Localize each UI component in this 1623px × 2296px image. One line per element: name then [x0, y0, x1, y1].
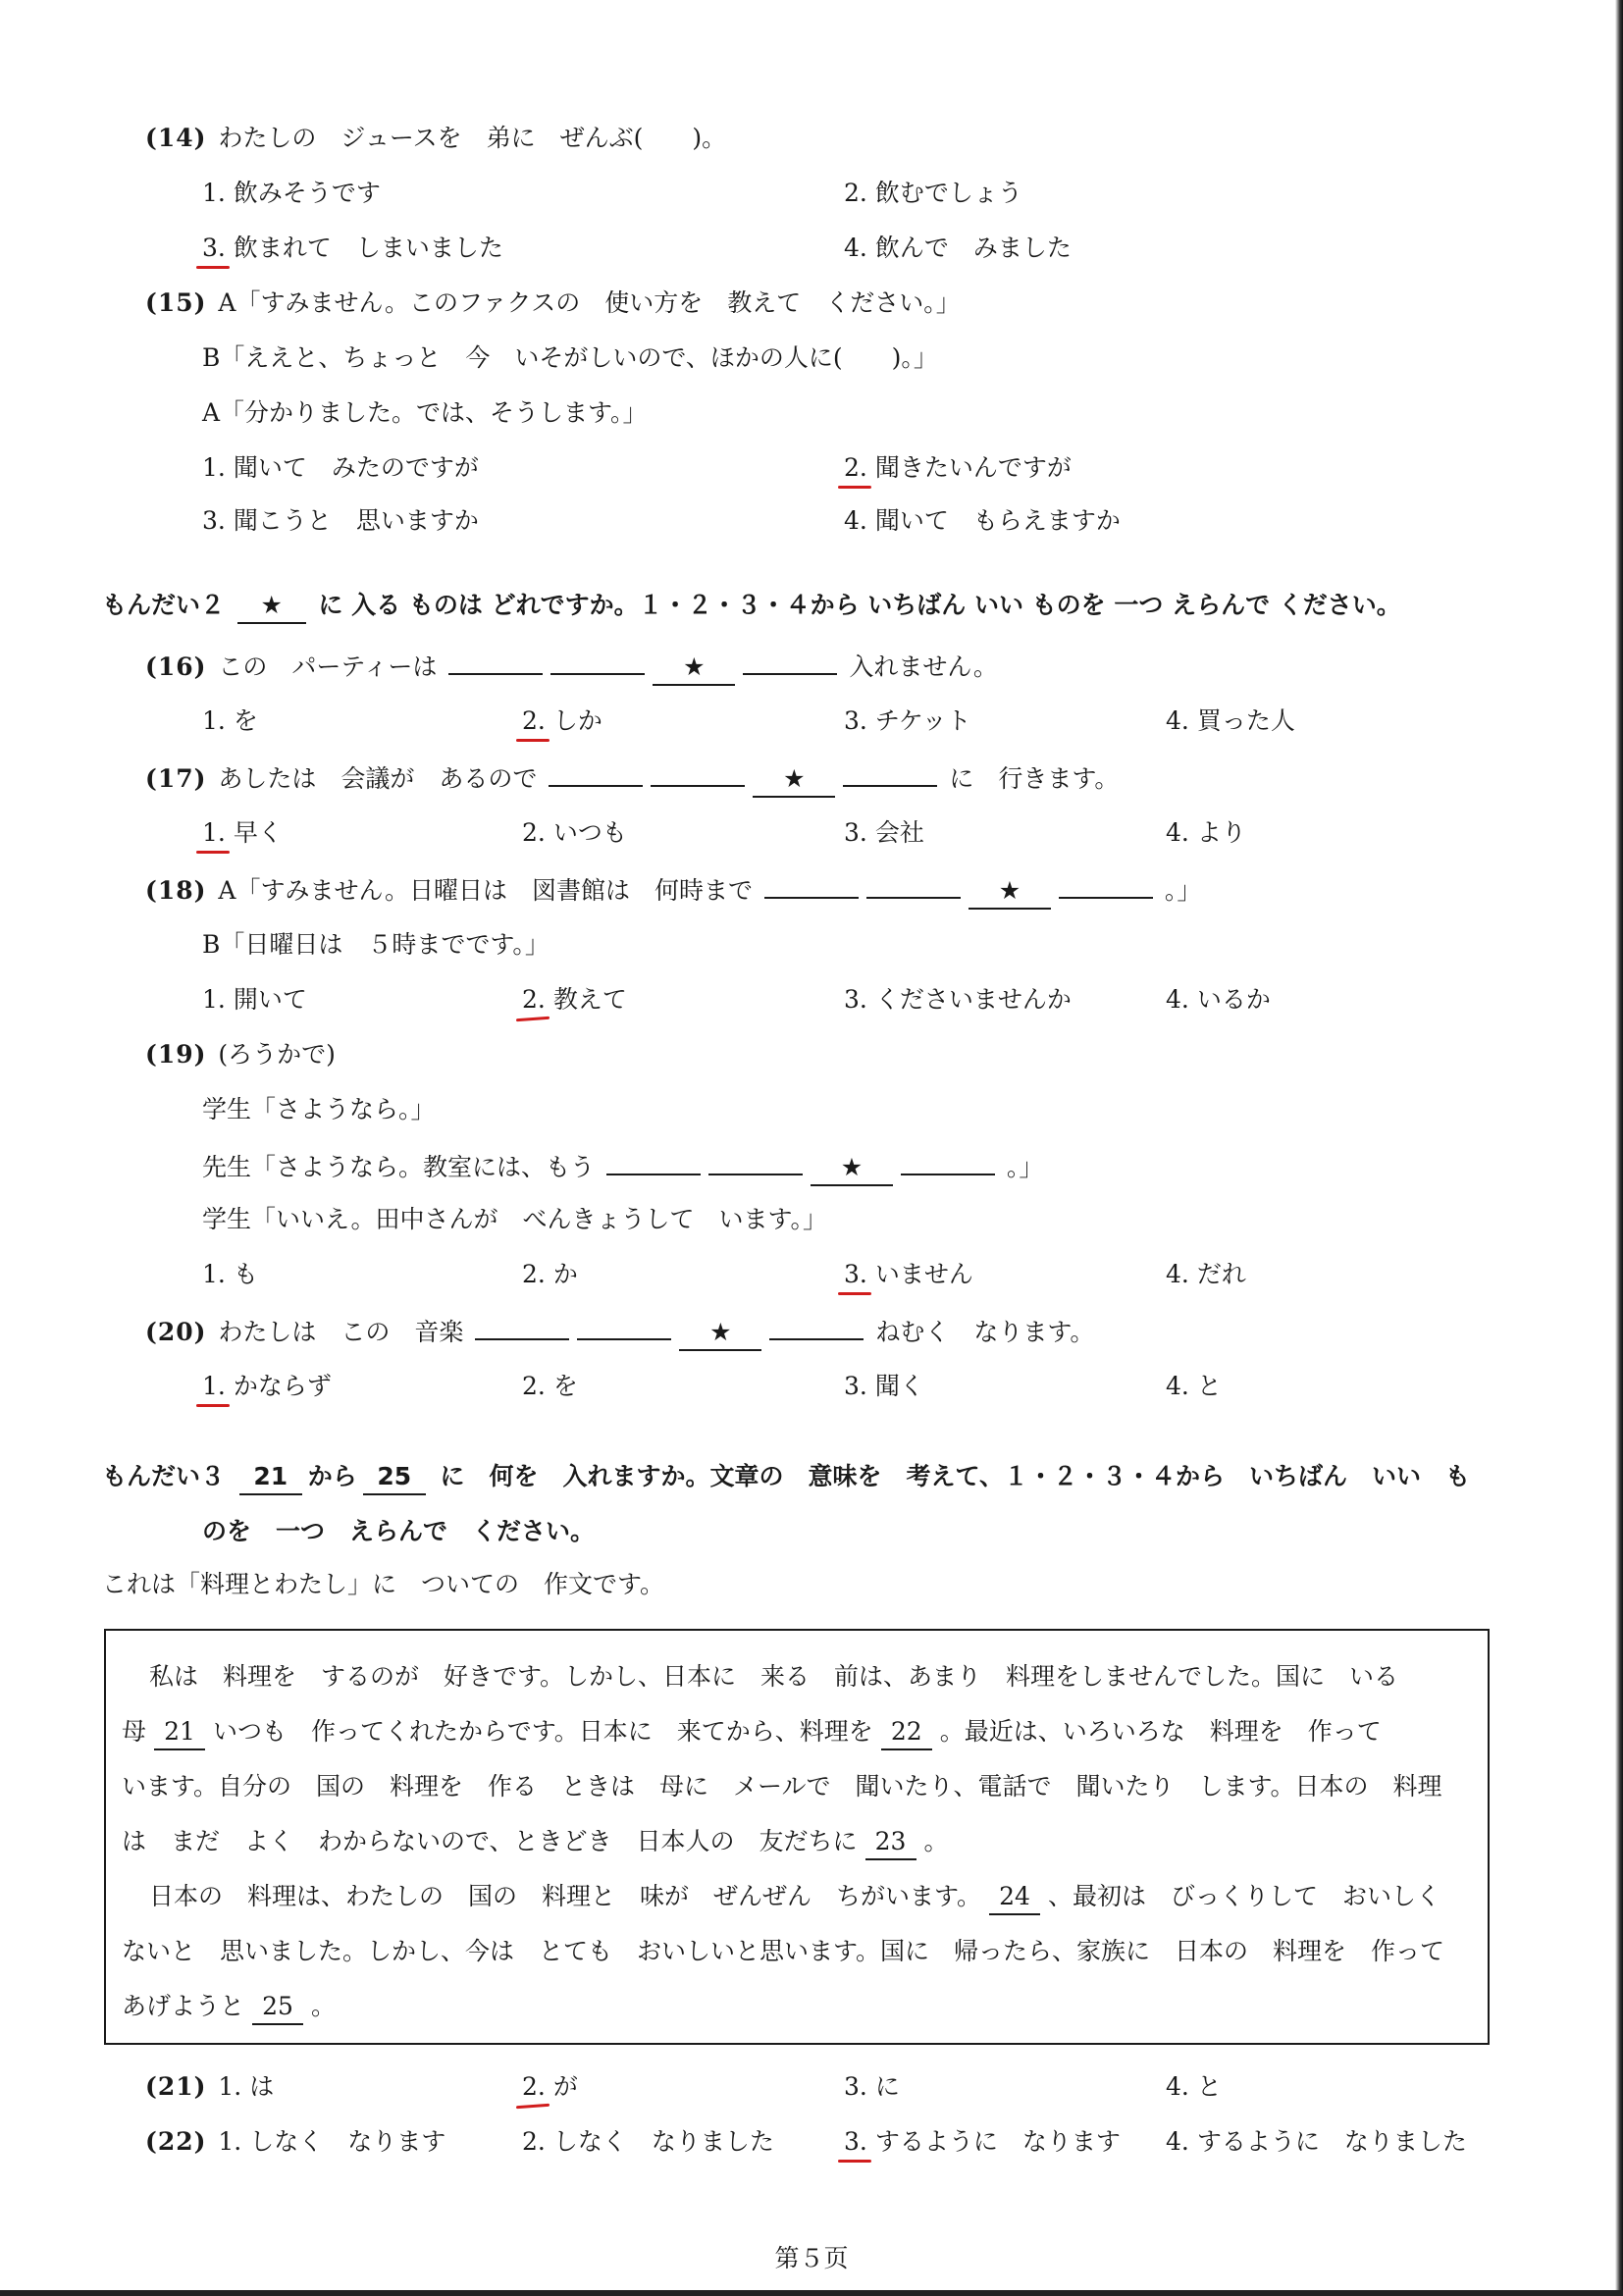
option-4 — [1166, 704, 1295, 738]
passage-text: いつも 作ってくれたからです。日本に 来てから、料理を — [213, 1717, 873, 1746]
question-15 — [145, 287, 961, 320]
answer-blank — [475, 1313, 569, 1340]
option-text: 聞く — [874, 1372, 924, 1400]
dialogue-line: B「ええと、ちょっと 今 いそがしいので、ほかの人に( )。」 — [202, 343, 938, 372]
option-text: か — [552, 1260, 578, 1288]
passage-line: ないと 思いました。しかし、今は とても おいしいと思います。国に 帰ったら、家族に 日本の 料理を 作って — [122, 1937, 1445, 1965]
passage-text: 。最近は、いろいろな 料理を 作って — [939, 1717, 1382, 1746]
option-text: いるか — [1196, 985, 1271, 1014]
question-17 — [145, 759, 1119, 798]
option-number: 3. — [844, 818, 867, 847]
option-number: 4. — [1166, 2072, 1189, 2101]
scan-edge — [0, 2290, 1623, 2296]
option-3-selected — [202, 232, 503, 265]
passage-text: 。 — [923, 1827, 949, 1855]
option-4 — [1166, 1258, 1246, 1291]
option-4 — [1166, 1370, 1222, 1403]
option-number: 1. — [202, 816, 226, 850]
option-text: が — [552, 2072, 578, 2101]
option-text: だれ — [1196, 1260, 1246, 1288]
dialogue-line: 学生「いいえ。田中さんが べんきょうして います。」 — [202, 1205, 828, 1233]
section-heading-mondai3 — [102, 1460, 1470, 1495]
option-text: 買った人 — [1196, 706, 1295, 735]
dialogue-line: A「分かりました。では、そうします。」 — [202, 398, 648, 427]
option-3 — [844, 704, 971, 738]
option-number: 1. — [218, 2072, 242, 2101]
option-4 — [844, 232, 1072, 265]
page-number: 第５页 — [774, 2244, 849, 2272]
answer-blank — [743, 648, 837, 675]
question-14 — [145, 122, 726, 155]
question-stem: この パーティーは — [218, 652, 438, 681]
section-instruction-cont: のを 一つ えらんで ください。 — [202, 1517, 596, 1545]
option-number: 3. — [844, 2125, 867, 2159]
option-1 — [202, 177, 381, 210]
star-blank: ★ — [653, 651, 735, 686]
option-text: いません — [874, 1260, 973, 1288]
answer-blank — [866, 871, 961, 899]
section-instruction: に 入る ものは どれですか。１・２・３・４から いちばん いい ものを 一つ えらんで ください。 — [318, 591, 1401, 619]
option-text: 飲んで みました — [874, 234, 1072, 262]
star-blank: ★ — [679, 1316, 761, 1351]
option-3-selected — [844, 1258, 973, 1291]
dialogue-line: A「すみません。このファクスの 使い方を 教えて ください。」 — [218, 288, 961, 317]
option-text: チケット — [874, 706, 971, 735]
option-number: 1. — [202, 1260, 226, 1288]
option-2 — [844, 177, 1022, 210]
option-1-selected — [202, 1370, 332, 1403]
option-text: するように なりました — [1196, 2127, 1467, 2156]
question-16 — [145, 648, 998, 686]
option-1 — [202, 451, 479, 485]
option-1-selected — [202, 816, 283, 850]
question-number: (16) — [145, 652, 207, 681]
answer-blank — [651, 759, 745, 787]
option-number: 4. — [1166, 1372, 1189, 1400]
option-2 — [522, 2125, 774, 2159]
question-stem: わたしは この 音楽 — [218, 1318, 464, 1346]
option-number: 2. — [522, 2127, 546, 2156]
passage-text: 母 — [122, 1717, 147, 1746]
question-number: (18) — [145, 876, 207, 905]
star-blank: ★ — [753, 762, 835, 798]
option-text: 開いて — [233, 985, 307, 1014]
option-number: 2. — [844, 451, 867, 485]
option-text: しなく なりました — [552, 2127, 774, 2156]
option-number: 4. — [844, 506, 867, 535]
question-19 — [145, 1038, 336, 1071]
option-number: 1. — [202, 1370, 226, 1403]
option-text: 早く — [233, 818, 283, 847]
question-stem: あしたは 会議が あるので — [218, 764, 538, 793]
option-number: 4. — [844, 234, 867, 262]
option-number: 1. — [202, 453, 226, 482]
section-instruction: に 何を 入れますか。文章の 意味を 考えて、１・２・３・４から いちばん いい も — [440, 1462, 1470, 1490]
option-number: 3. — [844, 1372, 867, 1400]
range-kara: から — [307, 1462, 357, 1490]
answer-blank — [550, 648, 645, 675]
question-number: (21) — [145, 2072, 207, 2101]
option-text: 聞いて もらえますか — [874, 506, 1121, 535]
option-text: に — [874, 2072, 900, 2101]
option-number: 4. — [1166, 2127, 1189, 2156]
option-3 — [844, 983, 1072, 1017]
passage-intro: これは「料理とわたし」に ついての 作文です。 — [102, 1570, 665, 1598]
passage-blank-23: 23 — [865, 1825, 916, 1860]
question-number: (14) — [145, 124, 207, 152]
option-number: 1. — [202, 179, 226, 207]
option-number: 4. — [1166, 1260, 1189, 1288]
section-heading-mondai2 — [102, 589, 1401, 624]
option-text: 聞いて みたのですが — [233, 453, 479, 482]
option-number: 2. — [522, 2070, 546, 2104]
passage-blank-25: 25 — [252, 1990, 303, 2025]
option-text: 飲むでしょう — [874, 179, 1022, 207]
question-stem-end: ねむく なります。 — [875, 1318, 1095, 1346]
option-text: 聞きたいんですが — [874, 453, 1072, 482]
range-start: 21 — [239, 1460, 302, 1495]
question-number: (22) — [145, 2127, 207, 2156]
option-3 — [844, 1370, 924, 1403]
option-text: 飲みそうです — [233, 179, 381, 207]
scan-edge — [1615, 0, 1623, 2296]
question-stem: わたしの ジュースを 弟に ぜんぶ( )。 — [218, 124, 727, 152]
star-blank: ★ — [811, 1151, 893, 1186]
option-text: も — [233, 1260, 258, 1288]
option-2-selected — [522, 2070, 578, 2104]
option-text: を — [552, 1372, 578, 1400]
question-18 — [145, 871, 1201, 910]
option-number: 2. — [844, 179, 867, 207]
option-2-selected — [522, 983, 627, 1017]
option-1 — [202, 704, 258, 738]
option-text: を — [233, 706, 258, 735]
passage-blank-21: 21 — [154, 1715, 205, 1750]
option-number: 2. — [522, 818, 546, 847]
star-icon: ★ — [237, 589, 306, 624]
answer-blank — [769, 1313, 864, 1340]
option-number: 1. — [202, 985, 226, 1014]
option-number: 3. — [844, 706, 867, 735]
option-text: 聞こうと 思いますか — [233, 506, 479, 535]
question-number: (20) — [145, 1318, 207, 1346]
answer-blank — [1059, 871, 1153, 899]
question-number: (19) — [145, 1040, 207, 1069]
passage-text: 。 — [311, 1992, 337, 2020]
option-2-selected — [844, 451, 1072, 485]
passage-text: 日本の 料理は、わたしの 国の 料理と 味が ぜんぜん ちがいます。 — [149, 1882, 982, 1910]
option-4 — [1166, 983, 1271, 1017]
answer-blank — [606, 1148, 701, 1175]
option-3 — [844, 2070, 900, 2104]
dialogue-line — [202, 1148, 1043, 1186]
option-4 — [1166, 2070, 1222, 2104]
answer-blank — [764, 871, 859, 899]
option-text: 会社 — [874, 818, 924, 847]
passage-line: います。自分の 国の 料理を 作る ときは 母に メールで 聞いたり、電話で 聞いたり します。日本の 料理 — [122, 1772, 1442, 1800]
passage-box — [104, 1629, 1490, 2045]
option-text: 飲まれて しまいました — [233, 234, 503, 262]
passage-text: 、最初は びっくりして おいしく — [1048, 1882, 1441, 1910]
question-number: (15) — [145, 288, 207, 317]
option-text: かならず — [233, 1372, 332, 1400]
range-end: 25 — [363, 1460, 426, 1495]
option-number: 1. — [218, 2127, 242, 2156]
option-text: くださいませんか — [874, 985, 1072, 1014]
option-2 — [522, 1370, 578, 1403]
passage-text: は まだ よく わからないので、ときどき 日本人の 友だちに — [122, 1827, 858, 1855]
question-stem: 先生「さようなら。教室には、もう — [202, 1153, 596, 1181]
option-text: と — [1196, 1372, 1222, 1400]
option-1 — [202, 1258, 258, 1291]
passage-line — [122, 1990, 336, 2025]
option-number: 3. — [844, 1258, 867, 1291]
section-label: もんだい２ — [102, 591, 226, 619]
question-number: (17) — [145, 764, 207, 793]
option-text: しか — [552, 706, 602, 735]
option-number: 2. — [522, 1372, 546, 1400]
option-number: 2. — [522, 1260, 546, 1288]
question-22 — [145, 2125, 445, 2159]
question-21 — [145, 2070, 274, 2104]
option-text: は — [249, 2072, 275, 2101]
passage-blank-24: 24 — [989, 1880, 1040, 1915]
option-text: 教えて — [552, 985, 627, 1014]
option-text: しなく なります — [249, 2127, 446, 2156]
option-text: するように なります — [874, 2127, 1121, 2156]
option-2 — [522, 816, 627, 850]
question-stem: A「すみません。日曜日は 図書館は 何時まで — [218, 876, 753, 905]
answer-blank — [708, 1148, 803, 1175]
answer-blank — [549, 759, 643, 787]
option-number: 1. — [202, 706, 226, 735]
option-3 — [202, 504, 479, 538]
option-number: 4. — [1166, 985, 1189, 1014]
question-20 — [145, 1313, 1094, 1351]
star-blank: ★ — [969, 874, 1051, 910]
question-stem-end: 入れません。 — [849, 652, 998, 681]
question-context: (ろうかで) — [218, 1040, 336, 1069]
option-text: いつも — [552, 818, 627, 847]
option-text: と — [1196, 2072, 1222, 2101]
passage-line — [149, 1880, 1440, 1915]
option-1 — [202, 983, 307, 1017]
dialogue-line: 学生「さようなら。」 — [202, 1095, 436, 1123]
option-4 — [1166, 816, 1246, 850]
option-number: 3. — [202, 506, 226, 535]
option-number: 4. — [1166, 818, 1189, 847]
option-number: 2. — [522, 704, 546, 738]
option-number: 3. — [844, 985, 867, 1014]
option-3 — [844, 816, 924, 850]
answer-blank — [577, 1313, 671, 1340]
passage-text: あげようと — [122, 1992, 245, 2020]
option-2 — [522, 1258, 578, 1291]
answer-blank — [901, 1148, 995, 1175]
option-number: 3. — [844, 2072, 867, 2101]
option-4 — [844, 504, 1121, 538]
passage-blank-22: 22 — [881, 1715, 932, 1750]
passage-line: 私は 料理を するのが 好きです。しかし、日本に 来る 前は、あまり 料理をしませんでした。国に いる — [149, 1662, 1399, 1691]
question-stem-end: 。」 — [1164, 876, 1202, 905]
passage-line — [122, 1825, 949, 1860]
passage-line — [122, 1715, 1382, 1750]
answer-blank — [843, 759, 937, 787]
dialogue-line: B「日曜日は ５時までです。」 — [202, 930, 550, 959]
answer-blank — [448, 648, 543, 675]
option-3-selected — [844, 2125, 1121, 2159]
option-text: より — [1196, 818, 1246, 847]
question-stem-end: に 行きます。 — [949, 764, 1120, 793]
option-number: 3. — [202, 232, 226, 265]
option-4 — [1166, 2125, 1467, 2159]
section-label: もんだい３ — [102, 1462, 226, 1490]
option-number: 4. — [1166, 706, 1189, 735]
option-number: 2. — [522, 983, 546, 1017]
option-2-selected — [522, 704, 602, 738]
question-stem-end: 。」 — [1006, 1153, 1044, 1181]
